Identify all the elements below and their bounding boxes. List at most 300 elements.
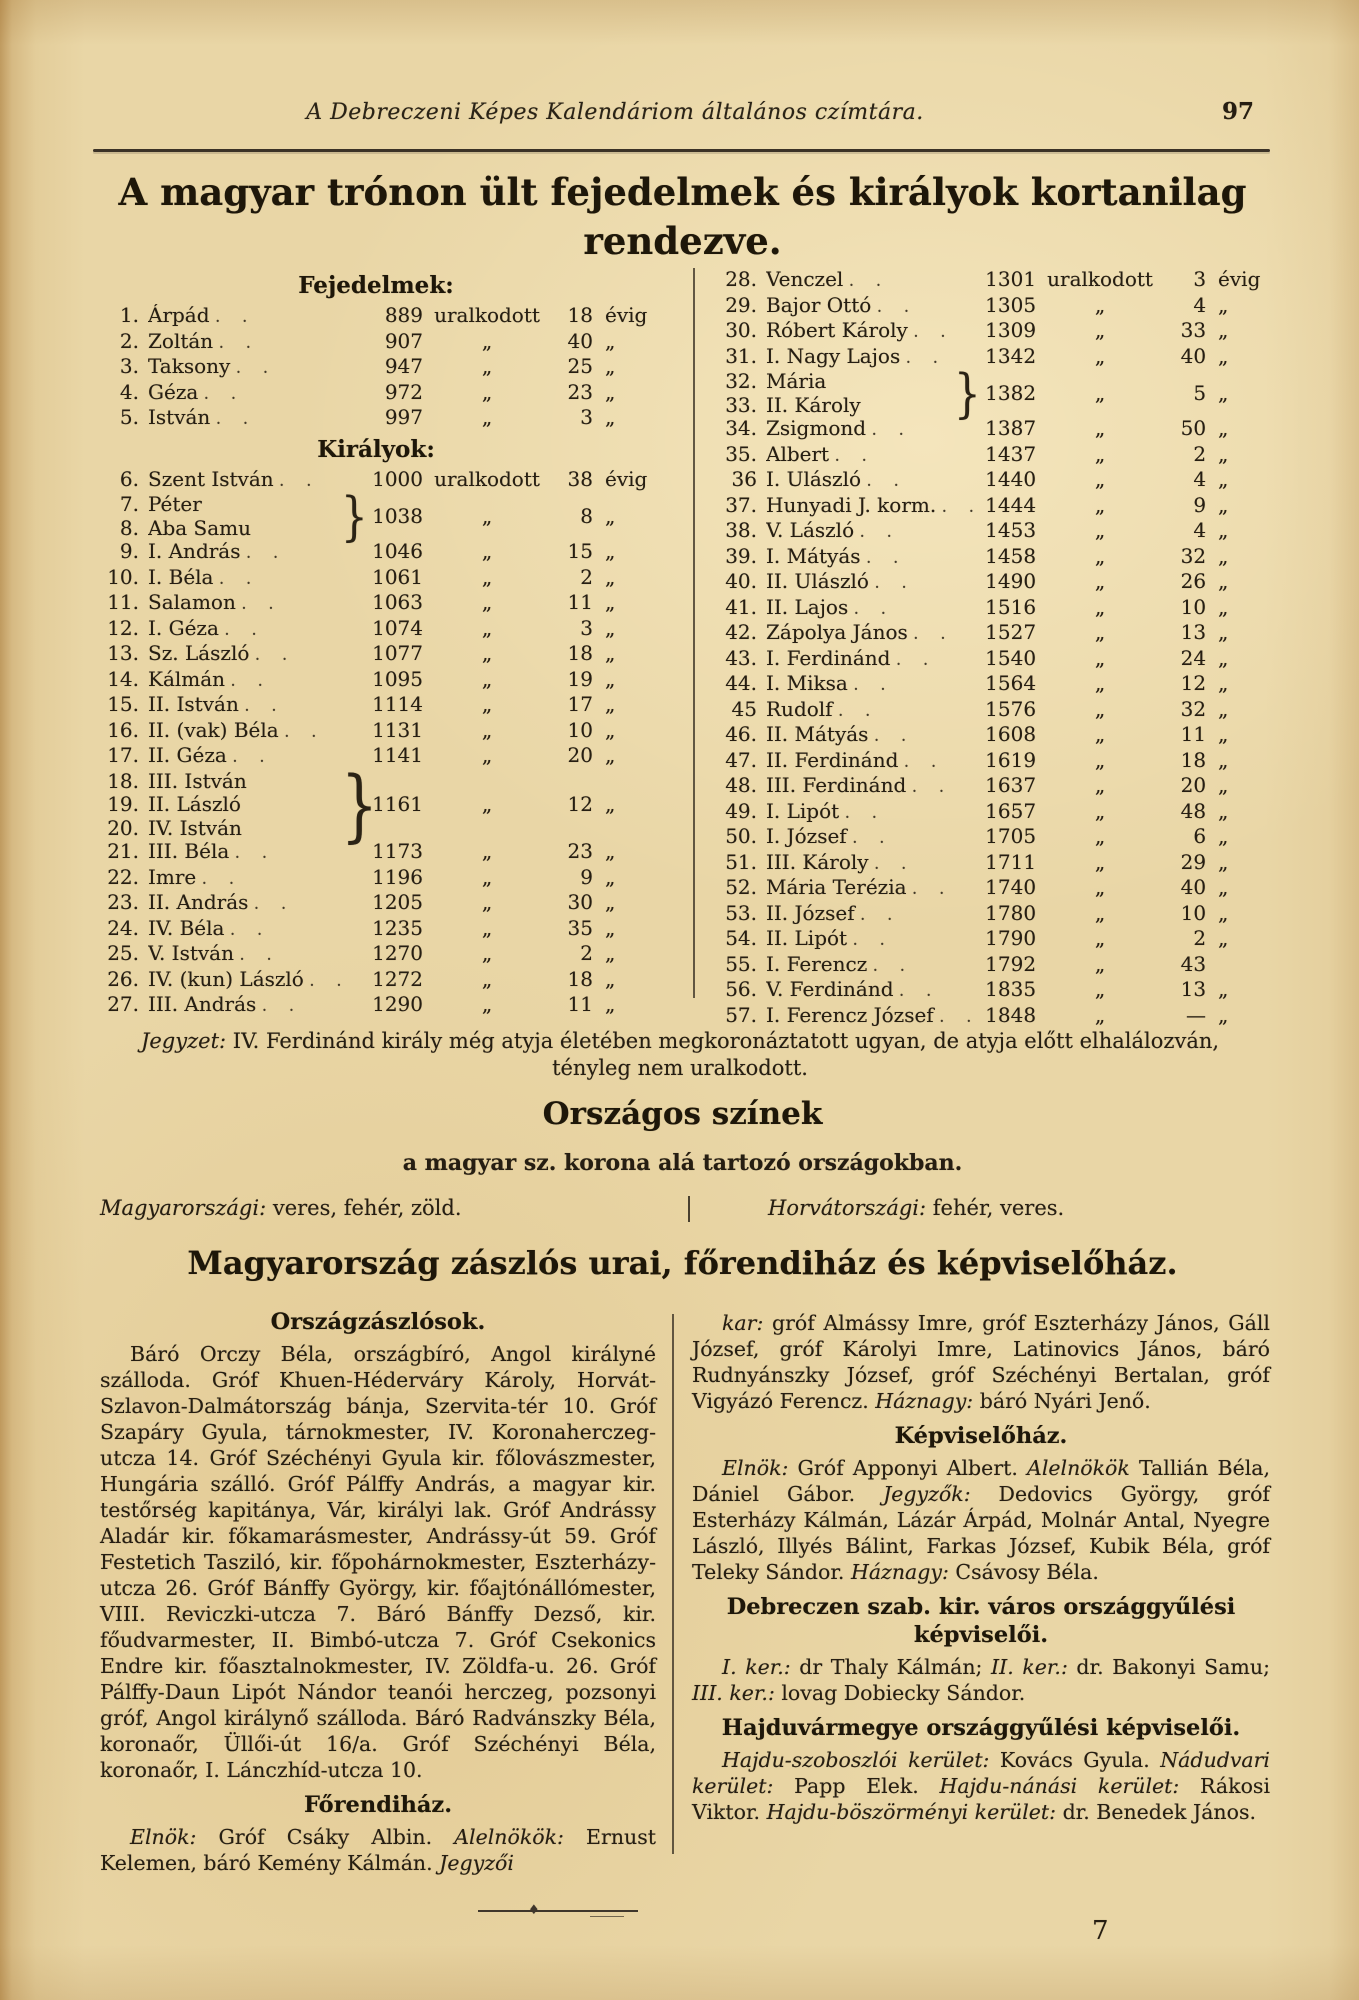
ruler-number: 40.: [725, 569, 757, 593]
ruler-name: Salamon . .: [148, 591, 361, 617]
footnote: [110, 1028, 1250, 1082]
group-member: [95, 793, 341, 817]
ruler-name: I. Ferencz József . .: [766, 1004, 974, 1030]
ruler-name: III. Béla . .: [148, 840, 361, 866]
emphasis-text: Jegyzők:: [883, 1482, 971, 1506]
group-member: [95, 517, 341, 541]
ruler-row: [713, 749, 1270, 775]
ruler-number: 9.: [119, 539, 139, 563]
ruled-word: „: [481, 692, 493, 716]
years-word: „: [1218, 926, 1229, 950]
ruler-number: 15.: [107, 692, 139, 716]
ruler-number: 22.: [107, 864, 139, 889]
years-word: „: [1218, 594, 1229, 619]
accession-year: 1540: [985, 645, 1037, 670]
ruler-number: 56.: [725, 977, 757, 1001]
ruler-number: 12.: [107, 615, 139, 640]
accession-year: 947: [384, 354, 423, 378]
ruled-word: „: [1094, 900, 1106, 925]
ruler-row: [713, 774, 1270, 800]
ruler-number: 43.: [725, 645, 757, 670]
ruler-name: Aba Samu: [148, 516, 251, 540]
ruler-number: 30.: [725, 318, 757, 342]
ruler-group-row: [713, 362, 1270, 424]
ruler-row: [95, 942, 657, 968]
emphasis-text: kar:: [722, 1311, 764, 1335]
ruled-word: „: [481, 915, 493, 940]
ruler-number: 13.: [107, 641, 139, 665]
accession-year: 1619: [985, 747, 1037, 772]
ruled-word: „: [1094, 518, 1106, 542]
accession-year: 1453: [985, 518, 1037, 542]
reign-length: 20: [567, 743, 593, 767]
page-title: [95, 168, 1270, 266]
ruler-name: I. Ulászló . .: [766, 468, 974, 494]
ruler-number: 50.: [725, 824, 757, 848]
accession-year: 1516: [985, 594, 1037, 619]
reign-length: 43: [1180, 951, 1207, 976]
ruler-name: Szent István . .: [148, 468, 361, 494]
ruler-number: 1.: [119, 303, 139, 327]
years-word: „: [605, 992, 616, 1016]
accession-year: 1382: [985, 380, 1037, 405]
reign-length: 48: [1180, 798, 1207, 823]
ruler-number: 42.: [725, 620, 757, 644]
ruled-word: „: [481, 379, 493, 404]
years-word: „: [605, 743, 616, 767]
debreczen-kepviseloi-text: [692, 1654, 1270, 1706]
accession-year: 1305: [985, 292, 1037, 317]
accession-year: 1196: [372, 864, 423, 889]
emphasis-text: Hajdu-nánási kerület:: [939, 1774, 1180, 1798]
years-word: „: [1218, 1002, 1229, 1027]
ruler-number: 38.: [725, 518, 757, 542]
ruler-number: 6.: [119, 466, 139, 491]
reign-length: 2: [1193, 926, 1207, 950]
reign-length: 10: [1180, 900, 1207, 925]
accession-year: 1564: [985, 671, 1037, 695]
accession-year: 1000: [372, 466, 423, 491]
column-divider: [672, 1314, 674, 1854]
ruler-number: 20.: [107, 815, 139, 840]
reign-length: 2: [580, 941, 593, 965]
ruler-name: IV. Béla . .: [148, 917, 361, 943]
years-word: évig: [1218, 267, 1261, 291]
years-word: „: [605, 379, 616, 404]
years-word: „: [1218, 798, 1229, 823]
ruler-row: [95, 591, 657, 617]
ruler-row: [95, 406, 657, 432]
ruler-name: I. Géza . .: [148, 617, 361, 643]
kepviselohaz-text: [692, 1455, 1270, 1585]
accession-year: 1063: [372, 590, 423, 614]
accession-year: 1835: [985, 977, 1037, 1001]
years-word: „: [605, 328, 616, 353]
accession-year: 1790: [985, 926, 1037, 950]
ruler-row: [713, 268, 1270, 294]
ruler-number: 55.: [725, 951, 757, 976]
ruled-word: uralkodott: [434, 466, 540, 491]
ruler-name: II. Ferdinánd . .: [766, 749, 974, 775]
ruler-row: [713, 672, 1270, 698]
colors-title: Országos színek: [542, 1096, 823, 1132]
ruler-number: 41.: [725, 594, 757, 619]
ruler-number: 2.: [119, 328, 139, 353]
ruler-row: [95, 866, 657, 892]
reign-length: 12: [1180, 671, 1207, 695]
ruler-name: I. Mátyás . .: [766, 545, 974, 571]
years-word: „: [605, 539, 616, 563]
ruler-number: 26.: [107, 966, 139, 991]
years-word: „: [605, 915, 616, 940]
ruler-row: [95, 617, 657, 643]
body-text: Gróf Csáky Albin.: [196, 1825, 455, 1849]
accession-year: 1114: [372, 692, 423, 716]
ruled-word: „: [1094, 977, 1106, 1001]
ruler-name: Árpád . .: [148, 304, 361, 330]
ruler-number: 32.: [725, 369, 757, 393]
forendihaz-text: [100, 1824, 656, 1876]
group-names: [713, 370, 954, 417]
ruler-number: 17.: [107, 743, 139, 767]
ruler-number: 8.: [119, 515, 139, 540]
ruler-number: 27.: [107, 992, 139, 1016]
body-text: dr. Bakonyi Samu;: [1067, 1655, 1270, 1679]
accession-year: 1705: [985, 824, 1037, 848]
ruler-name: Zsigmond . .: [766, 417, 974, 443]
ruler-name: II. László: [148, 793, 241, 816]
ruler-name: II. Mátyás . .: [766, 723, 974, 749]
ruler-name: II. József . .: [766, 902, 974, 928]
diamond-ornament: ♦: [528, 1903, 540, 1918]
ruler-name: III. Ferdinánd . .: [766, 774, 974, 800]
years-word: „: [605, 792, 616, 816]
ruler-row: [713, 902, 1270, 928]
ruler-number: 29.: [725, 292, 757, 317]
ruler-name: II. Károly: [766, 393, 861, 417]
ruler-number: 16.: [107, 717, 139, 742]
reign-length: 29: [1180, 849, 1207, 874]
years-word: „: [1218, 977, 1229, 1001]
ruler-number: 28.: [725, 267, 757, 291]
accession-year: 1309: [985, 318, 1037, 342]
accession-year: 1637: [985, 773, 1037, 797]
ruler-name: Imre . .: [148, 866, 361, 892]
ruled-word: „: [481, 564, 493, 589]
ruler-number: 19.: [107, 792, 139, 816]
ruler-name: I. Miksa . .: [766, 672, 974, 698]
ruler-number: 21.: [107, 839, 139, 863]
years-word: „: [605, 692, 616, 716]
ruler-name: I. József . .: [766, 825, 974, 851]
ruler-row: [95, 381, 657, 407]
reign-length: 30: [567, 890, 593, 914]
reign-length: 6: [1193, 824, 1207, 848]
body-text: gróf Almássy Imre, gróf Eszterházy János, Gáll József, gróf Károlyi Imre, Latinovics János, báró Rudnyánszky József, gróf Széchényi Bertalan, gróf Vigyázó Ferencz.: [692, 1311, 1270, 1413]
reign-length: 11: [567, 992, 593, 1016]
body-text: Kovács Gyula.: [989, 1748, 1161, 1772]
ruler-row: [95, 355, 657, 381]
accession-year: 1301: [985, 267, 1037, 291]
reign-length: 4: [1193, 518, 1207, 542]
ruled-word: „: [481, 405, 493, 429]
ruler-row: [95, 330, 657, 356]
colors-croatia: [690, 1196, 1270, 1220]
ruler-row: [713, 825, 1270, 851]
ruler-row: [95, 693, 657, 719]
ruled-word: „: [481, 992, 493, 1016]
ruled-word: „: [1094, 951, 1106, 976]
ruled-word: „: [481, 354, 493, 378]
accession-year: 1792: [985, 951, 1037, 976]
emphasis-text: III. ker.:: [692, 1681, 775, 1705]
ruler-number: 35.: [725, 441, 757, 466]
reign-length: 10: [567, 717, 593, 742]
body-text: veres, fehér, zöld.: [266, 1196, 462, 1220]
running-header: [95, 100, 1135, 125]
heading-hajduvarmegye: Hajduvármegye országgyűlési képviselői.: [721, 1715, 1241, 1741]
ruler-name: V. Ferdinánd . .: [766, 978, 974, 1004]
ruler-name: IV. (kun) László . .: [148, 968, 361, 994]
reign-length: 35: [567, 915, 593, 940]
ruler-name: IV. István: [148, 816, 242, 840]
years-word: „: [1218, 900, 1229, 925]
years-word: „: [1218, 849, 1229, 874]
reign-length: 3: [580, 405, 593, 429]
emphasis-text: Hajdu-szoboszlói kerület:: [722, 1748, 990, 1772]
emphasis-text: Elnök:: [130, 1825, 197, 1849]
ruler-row: [713, 876, 1270, 902]
years-word: „: [605, 615, 616, 640]
ruled-word: „: [481, 966, 493, 991]
reign-length: 25: [567, 354, 593, 378]
ruler-name: Hunyadi J. korm. . .: [766, 494, 974, 520]
ruler-number: 24.: [107, 915, 139, 940]
ruler-name: II. Lajos . .: [766, 596, 974, 622]
ruler-number: 5.: [119, 405, 139, 429]
emphasis-text: II. ker.:: [991, 1655, 1068, 1679]
ruler-number: 51.: [725, 849, 757, 874]
ruler-name: III. András . .: [148, 993, 361, 1019]
rulers-left-column: [95, 268, 657, 1029]
years-word: „: [605, 354, 616, 378]
ruler-row: [95, 304, 657, 330]
ruler-name: Albert . .: [766, 443, 974, 469]
accession-year: 1608: [985, 722, 1037, 746]
ruler-number: 48.: [725, 773, 757, 797]
brace: }: [341, 758, 378, 851]
accession-year: 1038: [372, 503, 423, 528]
ruler-number: 54.: [725, 926, 757, 950]
ruler-name: Mária Terézia . .: [766, 876, 974, 902]
ruled-word: „: [481, 503, 493, 528]
rulers-table: [95, 268, 1270, 1029]
years-word: „: [1218, 671, 1229, 695]
accession-year: 1205: [372, 890, 423, 914]
years-word: „: [1218, 696, 1229, 721]
ruled-word: „: [1094, 594, 1106, 619]
reign-length: 18: [567, 966, 593, 991]
ruled-word: „: [481, 328, 493, 353]
body-text: Csávosy Béla.: [948, 1560, 1099, 1584]
ruler-number: 36: [731, 467, 757, 491]
reign-length: 12: [567, 792, 593, 816]
title-line1: A magyar trónon ült fejedelmek és királyok kortanilag: [118, 170, 1247, 214]
parliament-right-column: [692, 1308, 1270, 1884]
accession-year: 1074: [372, 615, 423, 640]
emphasis-text: Magyarországi:: [100, 1196, 267, 1220]
reign-length: 10: [1180, 594, 1207, 619]
ruler-number: 4.: [119, 379, 139, 404]
accession-year: 997: [384, 405, 423, 429]
accession-year: 1270: [372, 941, 423, 965]
accession-year: 1342: [985, 343, 1037, 368]
ruled-word: „: [1094, 875, 1106, 899]
body-text: Ernust Kelemen, báró Kemény Kálmán.: [100, 1825, 656, 1875]
ruled-word: „: [1094, 380, 1106, 405]
reign-length: 33: [1180, 318, 1207, 342]
reign-length: 19: [567, 666, 593, 691]
accession-year: 1290: [372, 992, 423, 1016]
ruler-name: Kálmán . .: [148, 668, 361, 694]
reign-length: 3: [1193, 267, 1207, 291]
emphasis-text: Horvátországi:: [768, 1196, 927, 1220]
colors-row: [100, 1196, 1270, 1222]
ruler-number: 14.: [107, 666, 139, 691]
ruler-row: [95, 540, 657, 566]
years-word: „: [1218, 318, 1229, 342]
emphasis-text: I. ker.:: [722, 1655, 791, 1679]
reign-length: 3: [580, 615, 593, 640]
reign-length: 50: [1180, 416, 1207, 440]
body-text: Dedovics György, gróf Esterházy Kálmán, Lázár Árpád, Molnár Antal, Nyegre László, Illyés Bálint, Farkas József, Kubik Béla, gróf Teleky Sándor.: [692, 1482, 1270, 1584]
ruler-name: I. Ferdinánd . .: [766, 647, 974, 673]
folio-number: 7: [1092, 1916, 1109, 1946]
body-text: dr. Benedek János.: [1056, 1800, 1257, 1824]
orszagzaszlosok-text: Báró Orczy Béla, országbíró, Angol királyné szálloda. Gróf Khuen-Héderváry Károly, Horvát-Szlavon-Dalmátország bánja, Szervita-tér 10. Gróf Szapáry Gyula, tárnokmester, IV. Koronaherczeg-utcza 14. Gróf Széchényi Gyula kir. főlovászmester, Hungária szálló. Gróf Pálffy András, a magyar kir. testőrség kapitánya, Vár, királyi lak. Gróf Andrássy Aladár kir. főkamarásmester, Andrássy-út 59. Gróf Festetich Tasziló, kir. főpohárnokmester, Eszterházy-utcza 26. Gróf Bánffy György, kir. főajtónállómester, VIII. Reviczki-utcza 7. Báró Bánffy Dezső, kir. főudvarmester, II. Bimbó-utcza 7. Gróf Csekonics Endre kir. főasztalnokmester, IV. Zöldfa-u. 26. Gróf Pálffy-Daun Lipót Nándor teanói herczeg, pozsonyi gróf, Angol királynő szálloda. Báró Radvánszky Béla, koronaőr, Üllői-út 16/a. Gróf Széchényi Béla, koronaőr, I. Lánczhíd-utcza 10.: [100, 1342, 656, 1782]
reign-length: 9: [580, 864, 593, 889]
ruler-row: [713, 953, 1270, 979]
accession-year: 972: [384, 379, 423, 404]
ruler-row: [713, 978, 1270, 1004]
ruled-word: „: [1094, 441, 1106, 466]
group-member: [95, 493, 341, 517]
accession-year: 1444: [985, 492, 1037, 517]
ruler-row: [713, 519, 1270, 545]
ruled-word: „: [481, 717, 493, 742]
colors-subtitle: a magyar sz. korona alá tartozó országokban.: [402, 1150, 963, 1176]
ruler-row: [95, 993, 657, 1019]
reign-length: 9: [1193, 492, 1207, 517]
group-names: [95, 493, 341, 540]
ruler-row: [713, 596, 1270, 622]
ruled-word: „: [1094, 671, 1106, 695]
ruler-section-heading: Királyok:: [317, 435, 435, 463]
ruled-word: „: [481, 839, 493, 863]
ruler-number: 53.: [725, 900, 757, 925]
reign-length: 40: [1180, 343, 1207, 368]
ruler-number: 49.: [725, 798, 757, 823]
years-word: „: [1218, 492, 1229, 517]
accession-year: 1440: [985, 467, 1037, 491]
accession-year: 1272: [372, 966, 423, 991]
group-names: [95, 770, 341, 841]
ruled-word: „: [1094, 292, 1106, 317]
reign-length: 18: [1180, 747, 1207, 772]
ruled-word: „: [1094, 773, 1106, 797]
body-text: lovag Dobiecky Sándor.: [774, 1681, 1026, 1705]
parliament-title: Magyarország zászlós urai, főrendiház és képviselőház.: [187, 1244, 1178, 1282]
ruler-row: [713, 800, 1270, 826]
years-word: „: [1218, 569, 1229, 593]
running-title: A Debreczeni Képes Kalendáriom általános czímtára.: [306, 100, 924, 125]
ruler-row: [713, 443, 1270, 469]
ruler-row: [713, 319, 1270, 345]
ruler-number: 10.: [107, 564, 139, 589]
ruled-word: „: [1094, 824, 1106, 848]
ruler-name: II. (vak) Béla . .: [148, 719, 361, 745]
ruler-row: [713, 468, 1270, 494]
years-word: „: [1218, 543, 1229, 568]
ruled-word: „: [1094, 926, 1106, 950]
ruler-row: [95, 468, 657, 494]
years-word: „: [1218, 518, 1229, 542]
ruler-row: [713, 698, 1270, 724]
ruled-word: „: [481, 539, 493, 563]
accession-year: 1095: [372, 666, 423, 691]
title-line2: rendezve.: [583, 219, 782, 263]
accession-year: 907: [384, 328, 423, 353]
reign-length: 20: [1180, 773, 1207, 797]
accession-year: 1437: [985, 441, 1037, 466]
ruler-name: Zoltán . .: [148, 330, 361, 356]
ruler-number: 37.: [725, 492, 757, 517]
reign-length: 4: [1193, 467, 1207, 491]
accession-year: 1141: [372, 743, 423, 767]
ruler-row: [713, 647, 1270, 673]
reign-length: 2: [1193, 441, 1207, 466]
years-word: „: [1218, 722, 1229, 746]
accession-year: 1576: [985, 696, 1037, 721]
accession-year: 1235: [372, 915, 423, 940]
accession-year: 1387: [985, 416, 1037, 440]
end-rule: [478, 1903, 638, 1918]
ruler-number: 7.: [119, 492, 139, 516]
body-text: IV. Ferdinánd király még atyja életében megkoronáztatott ugyan, de atyja előtt elhalálozván, tényleg nem uralkodott.: [226, 1029, 1220, 1080]
ruled-word: „: [481, 890, 493, 914]
years-word: évig: [605, 303, 648, 327]
header-rule: [93, 149, 1270, 152]
accession-year: 889: [384, 303, 423, 327]
parliament-columns: [100, 1308, 1270, 1884]
ruler-section-heading: Fejedelmek:: [298, 272, 454, 299]
ruler-name: III. Károly . .: [766, 851, 974, 877]
colors-hungary: [100, 1196, 688, 1220]
accession-year: 1527: [985, 620, 1037, 644]
years-word: „: [1218, 380, 1229, 405]
ruled-word: „: [481, 941, 493, 965]
page-number: 97: [1222, 98, 1255, 125]
ruled-word: „: [1094, 416, 1106, 440]
heading-orszagzaszlosok: Országzászlósok.: [270, 1309, 486, 1335]
emphasis-text: Hajdu-böszörményi kerület:: [766, 1800, 1057, 1824]
reign-length: 18: [567, 303, 593, 327]
accession-year: 1740: [985, 875, 1037, 899]
ruler-number: 23.: [107, 890, 139, 914]
reign-length: 17: [567, 692, 593, 716]
reign-length: 2: [580, 564, 593, 589]
heading-kepviselohaz: Képviselőház.: [894, 1423, 1068, 1449]
